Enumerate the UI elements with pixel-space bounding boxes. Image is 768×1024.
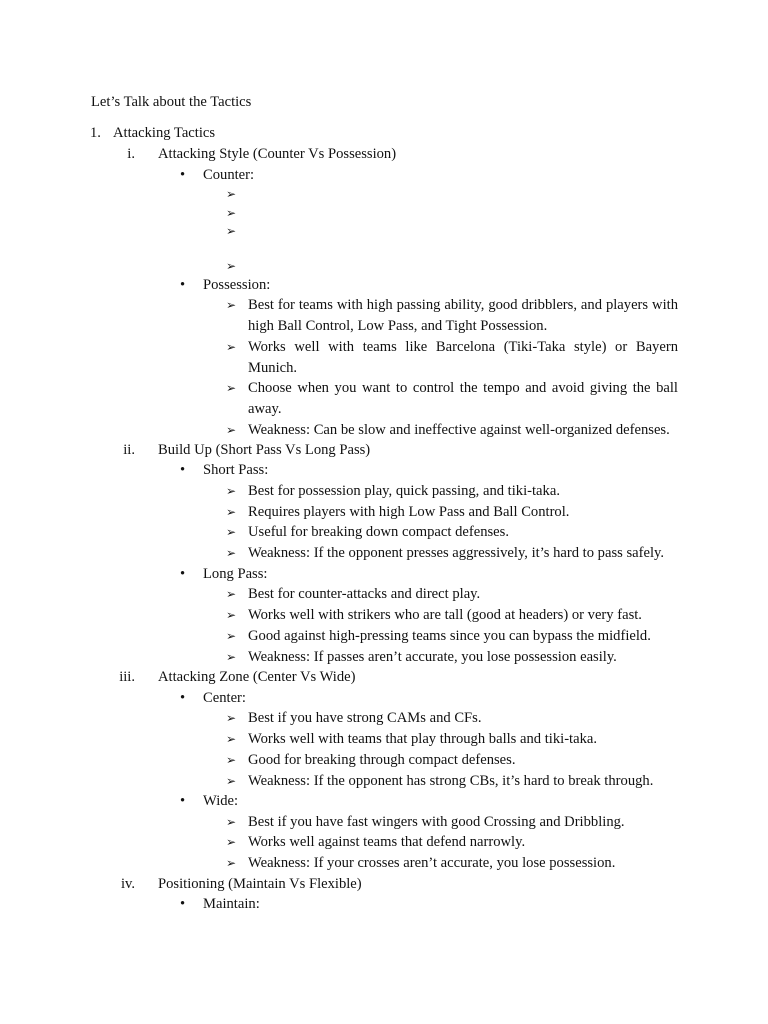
point-text: Requires players with high Low Pass and Ball Control. <box>248 504 570 520</box>
arrow-bullet-icon: ➢ <box>226 711 237 725</box>
point-text: Works well with strikers who are tall (good at headers) or very fast. <box>248 607 642 623</box>
bullet-label: Possession: <box>203 277 271 293</box>
point-text: Weakness: Can be slow and ineffective against well-organized defenses. <box>248 422 670 438</box>
arrow-bullet-icon: ➢ <box>226 587 237 601</box>
arrow-bullet-icon: ➢ <box>226 753 237 767</box>
point-text: Best if you have strong CAMs and CFs. <box>248 710 482 726</box>
point-text: Best for counter-attacks and direct play. <box>248 586 481 602</box>
center-point <box>226 729 678 750</box>
possession-point <box>226 378 678 420</box>
point-text: Weakness: If passes aren’t accurate, you lose possession easily. <box>248 649 617 665</box>
point-text: Good against high-pressing teams since you can bypass the midfield. <box>248 628 651 644</box>
arrow-bullet-icon: ➢ <box>226 381 237 395</box>
point-text: Weakness: If the opponent presses aggressively, it’s hard to pass safely. <box>248 545 664 561</box>
arrow-bullet-icon: ➢ <box>226 546 237 560</box>
long-pass-point <box>226 626 678 647</box>
center-point <box>226 750 678 771</box>
subsection-label: Positioning (Maintain Vs Flexible) <box>158 876 362 892</box>
wide-point <box>226 853 678 874</box>
bullet-label: Short Pass: <box>203 462 269 478</box>
point-text: Best for possession play, quick passing, and tiki-taka. <box>248 483 560 499</box>
arrow-bullet-icon: ➢ <box>226 608 237 622</box>
subsection-number: iii. <box>119 669 135 685</box>
arrow-bullet-icon: ➢ <box>226 224 237 238</box>
arrow-bullet-icon: ➢ <box>226 856 237 870</box>
arrow-bullet-icon: ➢ <box>226 815 237 829</box>
subsection-number: i. <box>127 146 135 162</box>
long-pass-point <box>226 584 678 605</box>
bullet-label: Maintain: <box>203 896 260 912</box>
arrow-bullet-icon: ➢ <box>226 650 237 664</box>
arrow-bullet-icon: ➢ <box>226 732 237 746</box>
subsection-number: iv. <box>120 876 135 892</box>
point-text: Weakness: If your crosses aren’t accurate, you lose possession. <box>248 855 616 871</box>
center-point <box>226 771 678 792</box>
counter-point <box>226 256 678 277</box>
point-text <box>248 221 678 242</box>
point-text <box>248 184 678 205</box>
arrow-bullet-icon: ➢ <box>226 187 237 201</box>
arrow-bullet-icon: ➢ <box>226 298 237 312</box>
point-text: Works well with teams like Barcelona (Tiki-Taka style) or Bayern Munich. <box>248 339 678 376</box>
subsection-label: Build Up (Short Pass Vs Long Pass) <box>158 442 371 458</box>
arrow-bullet-icon: ➢ <box>226 774 237 788</box>
counter-point <box>226 184 678 205</box>
section-label: Attacking Tactics <box>113 125 216 141</box>
bullet-label: Center: <box>203 690 246 706</box>
arrow-bullet-icon: ➢ <box>226 525 237 539</box>
point-text: Weakness: If the opponent has strong CBs, it’s hard to break through. <box>248 773 654 789</box>
possession-point <box>226 295 678 337</box>
counter-point <box>226 221 678 242</box>
point-text: Best if you have fast wingers with good Crossing and Dribbling. <box>248 814 625 830</box>
possession-point <box>226 337 678 379</box>
point-text: Best for teams with high passing ability, good dribblers, and players with high Ball Control, Low Pass, and Tight Possession. <box>248 297 678 334</box>
section-number: 1. <box>90 125 101 141</box>
arrow-bullet-icon: ➢ <box>226 206 237 220</box>
bullet-label: Long Pass: <box>203 566 268 582</box>
bullet-label: Counter: <box>203 167 255 183</box>
arrow-bullet-icon: ➢ <box>226 835 237 849</box>
bullet-icon: • <box>180 793 186 809</box>
bullet-icon: • <box>180 167 186 183</box>
bullet-label: Wide: <box>203 793 239 809</box>
subsection-label: Attacking Zone (Center Vs Wide) <box>158 669 356 685</box>
wide-point <box>226 812 678 833</box>
short-pass-point <box>226 522 678 543</box>
point-text: Choose when you want to control the tempo and avoid giving the ball away. <box>248 380 678 417</box>
bullet-icon: • <box>180 690 186 706</box>
long-pass-point <box>226 647 678 668</box>
subsection-number: ii. <box>123 442 135 458</box>
point-text: Useful for breaking down compact defenses. <box>248 524 509 540</box>
bullet-icon: • <box>180 896 186 912</box>
bullet-icon: • <box>180 277 186 293</box>
arrow-bullet-icon: ➢ <box>226 340 237 354</box>
subsection-label: Attacking Style (Counter Vs Possession) <box>158 146 397 162</box>
bullet-icon: • <box>180 462 186 478</box>
possession-point <box>226 420 678 441</box>
wide-point <box>226 832 678 853</box>
long-pass-point <box>226 605 678 626</box>
document-title: Let’s Talk about the Tactics <box>91 94 252 110</box>
arrow-bullet-icon: ➢ <box>226 423 237 437</box>
arrow-bullet-icon: ➢ <box>226 259 237 273</box>
bullet-icon: • <box>180 566 186 582</box>
point-text: Works well against teams that defend narrowly. <box>248 834 526 850</box>
arrow-bullet-icon: ➢ <box>226 629 237 643</box>
short-pass-point <box>226 502 678 523</box>
short-pass-point <box>226 481 678 502</box>
arrow-bullet-icon: ➢ <box>226 505 237 519</box>
center-point <box>226 708 678 729</box>
arrow-bullet-icon: ➢ <box>226 484 237 498</box>
point-text: Good for breaking through compact defenses. <box>248 752 516 768</box>
point-text: Works well with teams that play through balls and tiki-taka. <box>248 731 598 747</box>
point-text <box>248 256 678 277</box>
short-pass-point <box>226 543 678 564</box>
